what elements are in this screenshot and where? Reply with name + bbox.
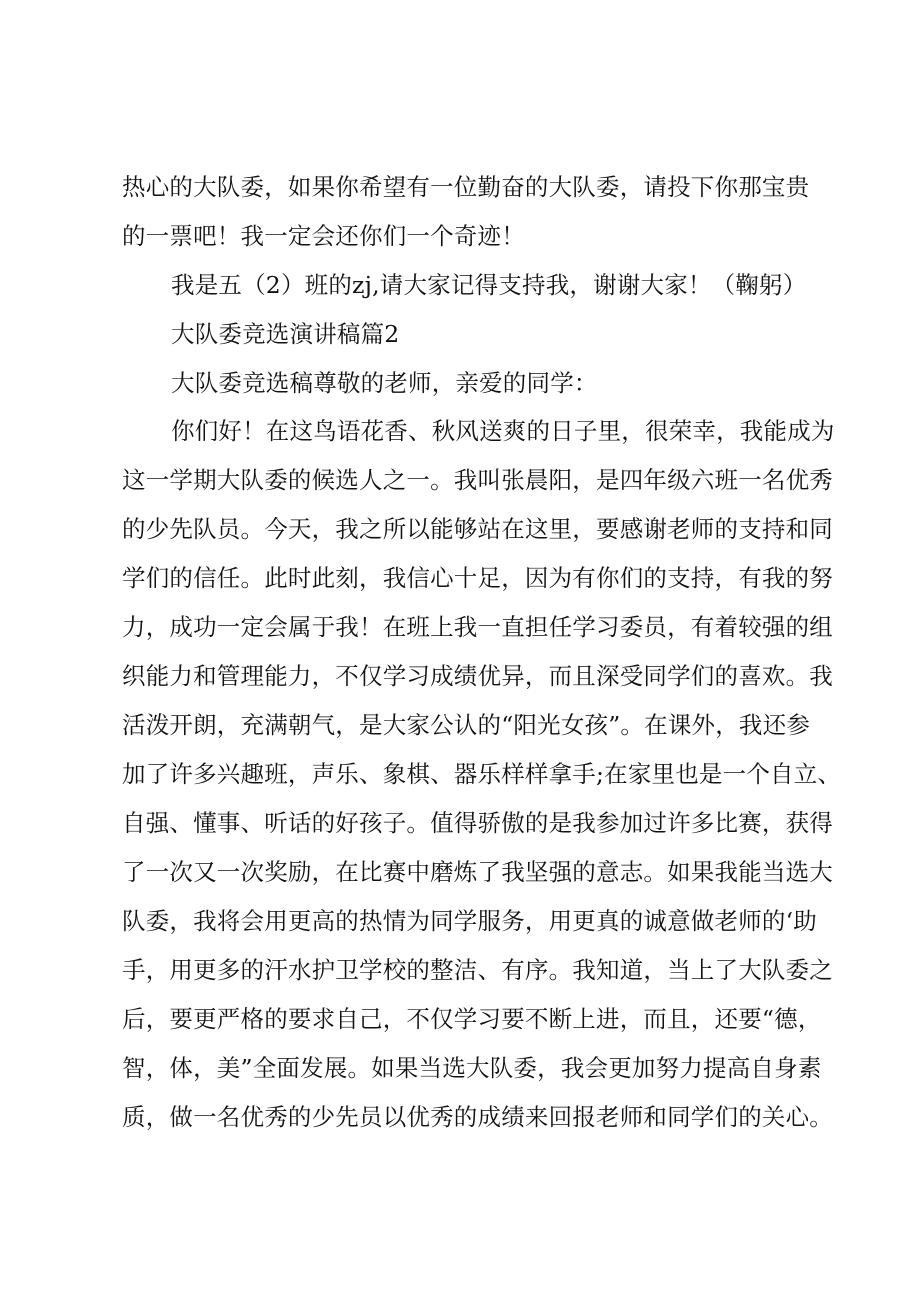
body-line-7: 活泼开朗，充满朝气，是大家公认的“阳光女孩”。在课外，我还参 <box>122 711 811 739</box>
salutation: 大队委竞选稿尊敬的老师，亲爱的同学： <box>171 369 598 397</box>
body-line-12: 手，用更多的汗水护卫学校的整洁、有序。我知道，当上了大队委之 <box>122 956 833 984</box>
body-line-13: 后，要更严格的要求自己，不仅学习要不断上进，而且，还要“德， <box>122 1005 822 1033</box>
body-line-11: 队委，我将会用更高的热情为同学服务，用更真的诚意做老师的‘助 <box>122 907 817 935</box>
continuation-line-2: 的一票吧！我一定会还你们一个奇迹！ <box>122 222 525 250</box>
body-line-15: 质，做一名优秀的少先员以优秀的成绩来回报老师和同学们的关心。 <box>122 1103 833 1131</box>
body-line-4: 学们的信任。此时此刻，我信心十足，因为有你们的支持，有我的努 <box>122 564 833 592</box>
body-line-14: 智，体，美”全面发展。如果当选大队委，我会更加努力提高自身素 <box>122 1054 822 1082</box>
body-line-1: 你们好！在这鸟语花香、秋风送爽的日子里，很荣幸，我能成为 <box>171 417 835 445</box>
section-title: 大队委竞选演讲稿篇2 <box>171 320 400 348</box>
body-line-8: 加了许多兴趣班，声乐、象棋、器乐样样拿手;在家里也是一个自立、 <box>122 760 842 788</box>
body-line-2: 这一学期大队委的候选人之一。我叫张晨阳，是四年级六班一名优秀 <box>122 466 833 494</box>
body-line-9: 自强、懂事、听话的好孩子。值得骄傲的是我参加过许多比赛，获得 <box>122 809 833 837</box>
body-line-3: 的少先队员。今天，我之所以能够站在这里，要感谢老师的支持和同 <box>122 515 833 543</box>
closing-line: 我是五（2）班的zj,请大家记得支持我，谢谢大家！（鞠躬） <box>171 271 807 299</box>
body-line-5: 力，成功一定会属于我！在班上我一直担任学习委员，有着较强的组 <box>122 613 833 641</box>
body-line-10: 了一次又一次奖励，在比赛中磨炼了我坚强的意志。如果我能当选大 <box>122 858 833 886</box>
continuation-line-1: 热心的大队委，如果你希望有一位勤奋的大队委，请投下你那宝贵 <box>122 173 810 201</box>
body-line-6: 织能力和管理能力，不仅学习成绩优异，而且深受同学们的喜欢。我 <box>122 662 833 690</box>
